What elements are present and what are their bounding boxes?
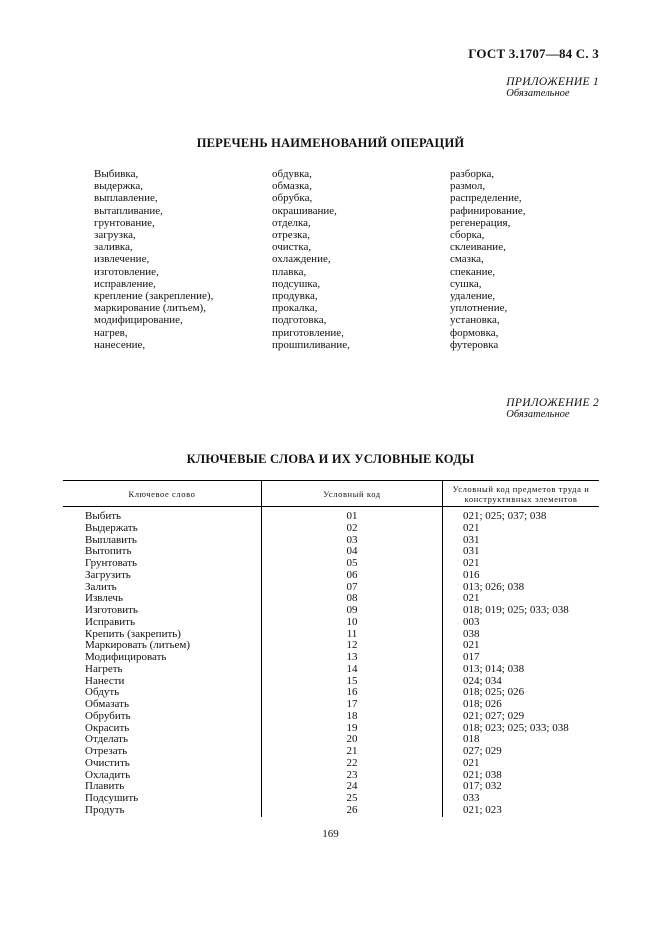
keyword-cell: Окрасить xyxy=(85,721,130,734)
table-row xyxy=(63,617,599,629)
keyword-cell: Грунтовать xyxy=(85,557,138,569)
operation-item: футеровка xyxy=(450,338,499,351)
object-codes-cell: 021; 023 xyxy=(443,805,600,817)
keywords-table-title: КЛЮЧЕВЫЕ СЛОВА И ИХ УСЛОВНЫЕ КОДЫ xyxy=(186,452,475,466)
code-cell: 07 xyxy=(262,582,443,594)
table-row xyxy=(63,652,599,664)
object-codes-cell: 018 xyxy=(443,734,600,746)
operations-list-title: ПЕРЕЧЕНЬ НАИМЕНОВАНИЙ ОПЕРАЦИЙ xyxy=(196,136,465,150)
operation-item: нагрев, xyxy=(94,326,128,339)
operation-item: очистка, xyxy=(272,241,312,254)
object-codes-cell: 021 xyxy=(443,758,600,770)
operation-item: отделка, xyxy=(272,216,311,229)
keyword-cell: Исправить xyxy=(85,615,135,628)
object-codes-cell: 013; 026; 038 xyxy=(443,582,600,594)
code-cell: 25 xyxy=(262,793,443,805)
operation-item: отрезка, xyxy=(272,229,310,242)
code-cell: 23 xyxy=(262,770,443,782)
keyword-cell: Залить xyxy=(85,580,117,593)
object-codes-cell: 024; 034 xyxy=(443,676,600,688)
operation-item: заливка, xyxy=(94,241,133,254)
object-codes-cell: 003 xyxy=(443,617,600,629)
operation-item: распределение, xyxy=(450,192,522,205)
code-cell: 21 xyxy=(262,746,443,758)
appendix-2-status: Обязательное xyxy=(506,409,570,420)
object-codes-cell: 021 xyxy=(443,593,600,605)
object-codes-cell: 021; 038 xyxy=(443,770,600,782)
code-cell: 05 xyxy=(262,558,443,570)
object-codes-cell: 021 xyxy=(443,558,600,570)
keyword-cell: Отрезать xyxy=(85,745,128,757)
appendix-1-status: Обязательное xyxy=(506,88,570,99)
operation-item: уплотнение, xyxy=(450,302,508,315)
keyword-cell: Вытопить xyxy=(85,545,132,558)
object-codes-cell: 018; 026 xyxy=(443,699,600,711)
object-codes-cell: 021 xyxy=(443,523,600,535)
object-codes-cell: 018; 019; 025; 033; 038 xyxy=(443,605,600,617)
operation-item: разборка, xyxy=(450,168,495,180)
table-row xyxy=(63,699,599,711)
object-codes-cell: 031 xyxy=(443,546,600,558)
keyword-cell: Нагреть xyxy=(85,662,123,675)
code-cell: 02 xyxy=(262,523,443,535)
object-codes-cell: 038 xyxy=(443,629,600,641)
operation-item: исправление, xyxy=(94,277,156,290)
operation-item: подготовка, xyxy=(272,314,327,327)
keyword-cell: Крепить (закрепить) xyxy=(85,627,181,640)
operation-item: рафинирование, xyxy=(450,204,526,217)
operation-item: подсушка, xyxy=(272,277,321,290)
object-codes-cell: 021; 027; 029 xyxy=(443,711,600,723)
header-object-codes: Условный код предметов труда и конструктивных элементов xyxy=(443,481,600,507)
code-cell: 09 xyxy=(262,605,443,617)
table-row xyxy=(63,507,599,523)
keywords-table xyxy=(63,480,599,817)
operation-item: вытапливание, xyxy=(94,204,163,217)
code-cell: 06 xyxy=(262,570,443,582)
code-cell: 18 xyxy=(262,711,443,723)
table-header-row xyxy=(63,481,599,507)
operation-item: прошпиливание, xyxy=(272,338,350,351)
operation-item: выдержка, xyxy=(94,180,143,193)
table-row xyxy=(63,570,599,582)
table-row xyxy=(63,546,599,558)
code-cell: 10 xyxy=(262,617,443,629)
table-row xyxy=(63,793,599,805)
code-cell: 01 xyxy=(262,507,443,523)
object-codes-cell: 021 xyxy=(443,640,600,652)
code-cell: 24 xyxy=(262,781,443,793)
object-codes-cell: 021; 025; 037; 038 xyxy=(443,507,600,523)
keyword-cell: Отделать xyxy=(85,733,128,746)
code-cell: 20 xyxy=(262,734,443,746)
code-cell: 12 xyxy=(262,640,443,652)
code-cell: 22 xyxy=(262,758,443,770)
table-row xyxy=(63,734,599,746)
keyword-cell: Обдуть xyxy=(85,686,120,699)
operation-item: плавка, xyxy=(272,265,307,278)
code-cell: 14 xyxy=(262,664,443,676)
object-codes-cell: 018; 025; 026 xyxy=(443,687,600,699)
table-row xyxy=(63,723,599,735)
code-cell: 19 xyxy=(262,723,443,735)
operation-item: прокалка, xyxy=(272,302,318,315)
table-row xyxy=(63,664,599,676)
operation-item: спекание, xyxy=(450,265,496,278)
table-row xyxy=(63,605,599,617)
keyword-cell: Обмазать xyxy=(85,698,129,710)
object-codes-cell: 013; 014; 038 xyxy=(443,664,600,676)
code-cell: 11 xyxy=(262,629,443,641)
operations-column-1 xyxy=(94,168,213,351)
operation-item: приготовление, xyxy=(272,326,344,339)
operation-item: удаление, xyxy=(450,290,496,303)
table-row xyxy=(63,558,599,570)
operations-column-2 xyxy=(272,168,350,351)
keyword-cell: Выплавить xyxy=(85,533,137,546)
object-codes-cell: 017; 032 xyxy=(443,781,600,793)
table-row xyxy=(63,687,599,699)
operation-item: загрузка, xyxy=(94,229,136,242)
table-row xyxy=(63,770,599,782)
table-row xyxy=(63,758,599,770)
table-row xyxy=(63,781,599,793)
keyword-cell: Очистить xyxy=(85,756,130,769)
operation-item: грунтование, xyxy=(94,216,155,229)
code-cell: 17 xyxy=(262,699,443,711)
table-row xyxy=(63,523,599,535)
operation-item: сушка, xyxy=(450,277,482,290)
operation-item: регенерация, xyxy=(450,216,511,229)
header-code: Условный код xyxy=(262,481,443,507)
object-codes-cell: 018; 023; 025; 033; 038 xyxy=(443,723,600,735)
object-codes-cell: 031 xyxy=(443,535,600,547)
keyword-cell: Плавить xyxy=(85,780,125,793)
operation-item: модифицирование, xyxy=(94,314,183,327)
operation-item: формовка, xyxy=(450,326,499,339)
object-codes-cell: 027; 029 xyxy=(443,746,600,758)
operation-item: крепление (закрепление), xyxy=(94,290,214,303)
operation-item: обмазка, xyxy=(272,180,312,193)
keyword-cell: Выбить xyxy=(85,510,122,522)
operation-item: извлечение, xyxy=(94,253,150,266)
operation-item: сборка, xyxy=(450,229,485,242)
operation-item: продувка, xyxy=(272,290,318,303)
document-reference: ГОСТ 3.1707—84 С. 3 xyxy=(468,46,599,61)
appendix-1-label: ПРИЛОЖЕНИЕ 1 xyxy=(506,76,599,88)
page-number: 169 xyxy=(322,828,339,840)
code-cell: 26 xyxy=(262,805,443,817)
operation-item: размол, xyxy=(450,180,486,193)
keyword-cell: Маркировать (литьем) xyxy=(85,639,190,652)
operation-item: обрубка, xyxy=(272,192,313,205)
operation-item: смазка, xyxy=(450,253,484,266)
keyword-cell: Загрузить xyxy=(85,568,131,581)
keyword-cell: Выдержать xyxy=(85,521,138,534)
code-cell: 16 xyxy=(262,687,443,699)
keyword-cell: Модифицировать xyxy=(85,651,167,663)
table-row xyxy=(63,582,599,594)
object-codes-cell: 016 xyxy=(443,570,600,582)
operation-item: выплавление, xyxy=(94,192,158,205)
code-cell: 03 xyxy=(262,535,443,547)
keyword-cell: Обрубить xyxy=(85,709,131,722)
operation-item: обдувка, xyxy=(272,168,312,180)
code-cell: 04 xyxy=(262,546,443,558)
table-row xyxy=(63,535,599,547)
appendix-1-block xyxy=(506,76,599,99)
operation-item: охлаждение, xyxy=(272,253,331,266)
object-codes-cell: 017 xyxy=(443,652,600,664)
keyword-cell: Извлечь xyxy=(85,592,123,605)
operations-column-3 xyxy=(450,168,526,351)
operation-item: склеивание, xyxy=(450,241,506,254)
code-cell: 15 xyxy=(262,676,443,688)
keyword-cell: Продуть xyxy=(85,803,125,816)
table-row xyxy=(63,805,599,817)
keyword-cell: Подсушить xyxy=(85,792,139,804)
operation-item: изготовление, xyxy=(94,265,159,278)
code-cell: 13 xyxy=(262,652,443,664)
operation-item: нанесение, xyxy=(94,338,146,351)
table-row xyxy=(63,711,599,723)
header-keyword: Ключевое слово xyxy=(63,481,262,507)
operation-item: установка, xyxy=(450,314,500,327)
table-row xyxy=(63,746,599,758)
keyword-cell: Охладить xyxy=(85,768,131,781)
keywords-table-body xyxy=(63,507,599,817)
keyword-cell: Нанести xyxy=(85,674,125,687)
appendix-2-block xyxy=(506,397,599,420)
operation-item: маркирование (литьем), xyxy=(94,302,206,315)
operation-item: Выбивка, xyxy=(94,168,139,180)
object-codes-cell: 033 xyxy=(443,793,600,805)
keyword-cell: Изготовить xyxy=(85,604,138,616)
operation-item: окрашивание, xyxy=(272,204,337,217)
appendix-2-label: ПРИЛОЖЕНИЕ 2 xyxy=(506,397,599,409)
code-cell: 08 xyxy=(262,593,443,605)
